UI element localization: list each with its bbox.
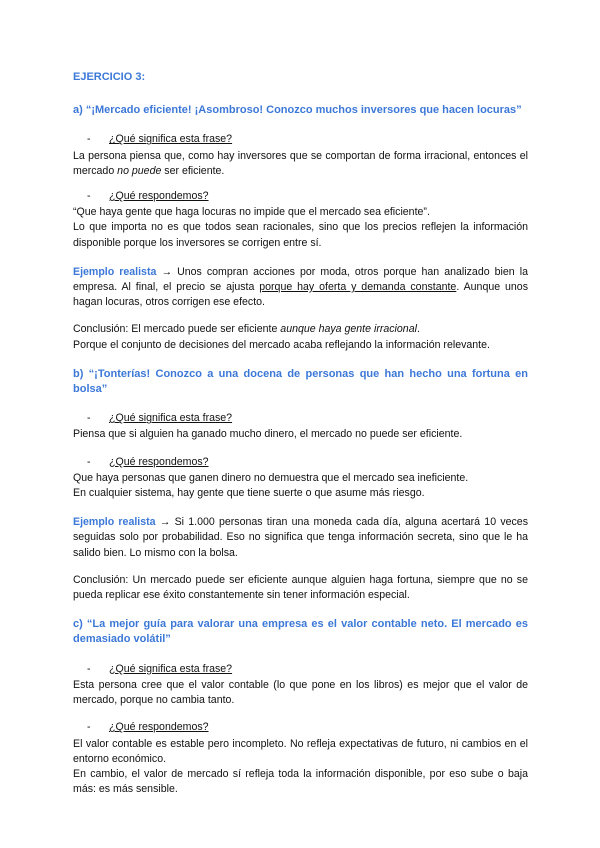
arrow: → <box>161 265 173 278</box>
section-b-answer-1: Que haya personas que ganen dinero no demuestra que el mercado sea ineficiente. <box>73 471 469 484</box>
section-a-question-meaning <box>87 132 528 147</box>
example-label: Ejemplo realista <box>73 516 156 529</box>
question-meaning-label: ¿Qué significa esta frase? <box>109 133 233 146</box>
section-b-conclusion: Conclusión: Un mercado puede ser eficiente aunque alguien haga fortuna, siempre que no se pueda replicar ese éxito constantemente sin tener información especial. <box>73 573 528 602</box>
section-b-heading: b) “¡Tonterías! Conozco a una docena de personas que han hecho una fortuna en bolsa” <box>73 367 528 396</box>
section-a-conclusion: Conclusión: El mercado puede ser eficiente aunque haya gente irracional. <box>73 323 420 336</box>
section-a-answer-2: Lo que importa no es que todos sean racionales, sino que los precios reflejen la información disponible porque los inversores se corrigen entre sí. <box>73 221 528 249</box>
bullet-dash: - <box>87 190 91 203</box>
section-a-example: Ejemplo realista → Unos compran acciones por moda, otros porque han analizado bien la empresa. Al final, el precio se ajusta porque hay oferta y demanda constante. Aunque unos hagan locuras, otros corrigen ese efecto. <box>73 265 528 309</box>
section-a-question-answer <box>87 189 528 204</box>
example-label: Ejemplo realista <box>73 265 157 278</box>
question-answer-label: ¿Qué respondemos? <box>109 190 209 203</box>
section-b-example: Ejemplo realista → Si 1.000 personas tiran una moneda cada día, alguna acertará 10 veces seguidas solo por probabilidad. Eso no significa que tenga información secreta, sino que le ha salido bien. Lo mismo con la bolsa. <box>73 516 528 559</box>
bullet-dash: - <box>87 455 91 468</box>
arrow: → <box>159 516 171 529</box>
bullet-dash: - <box>87 662 91 675</box>
section-c-question-meaning <box>87 662 528 677</box>
exercise-title: EJERCICIO 3: <box>73 71 146 83</box>
bullet-dash: - <box>87 721 91 734</box>
section-a-heading: a) “¡Mercado eficiente! ¡Asombroso! Conozco muchos inversores que hacen locuras” <box>73 104 522 117</box>
section-a-answer-1: “Que haya gente que haga locuras no impide que el mercado sea eficiente”. <box>73 206 430 219</box>
question-meaning-label: ¿Qué significa esta frase? <box>109 412 233 425</box>
section-a-meaning: La persona piensa que, como hay inversores que se comportan de forma irracional, entonces el mercado no puede ser eficiente. <box>73 149 528 177</box>
question-answer-label: ¿Qué respondemos? <box>109 721 209 734</box>
bullet-dash: - <box>87 412 91 425</box>
bullet-dash: - <box>87 133 91 146</box>
document-content <box>73 70 528 797</box>
section-b-meaning: Piensa que si alguien ha ganado mucho dinero, el mercado no puede ser eficiente. <box>73 428 463 441</box>
question-answer-label: ¿Qué respondemos? <box>109 455 209 468</box>
section-a-conclusion-2: Porque el conjunto de decisiones del mercado acaba reflejando la información relevante. <box>73 338 490 351</box>
section-c-meaning: Esta persona cree que el valor contable (lo que pone en los libros) es mejor que el valor de mercado, porque no cambia tanto. <box>73 678 528 707</box>
section-c-answer-2: En cambio, el valor de mercado sí refleja toda la información disponible, por eso sube o baja más: es más sensible. <box>73 767 528 796</box>
section-c-heading: c) “La mejor guía para valorar una empresa es el valor contable neto. El mercado es demasiado volátil” <box>73 618 528 646</box>
section-b-question-answer <box>87 455 528 470</box>
section-b-question-meaning <box>87 411 528 426</box>
question-meaning-label: ¿Qué significa esta frase? <box>109 662 233 675</box>
section-c-question-answer <box>87 720 528 735</box>
section-b-answer-2: En cualquier sistema, hay gente que tiene suerte o que asume más riesgo. <box>73 487 425 500</box>
section-c-answer-1: El valor contable es estable pero incompleto. No refleja expectativas de futuro, ni cambios en el entorno económico. <box>73 737 528 765</box>
